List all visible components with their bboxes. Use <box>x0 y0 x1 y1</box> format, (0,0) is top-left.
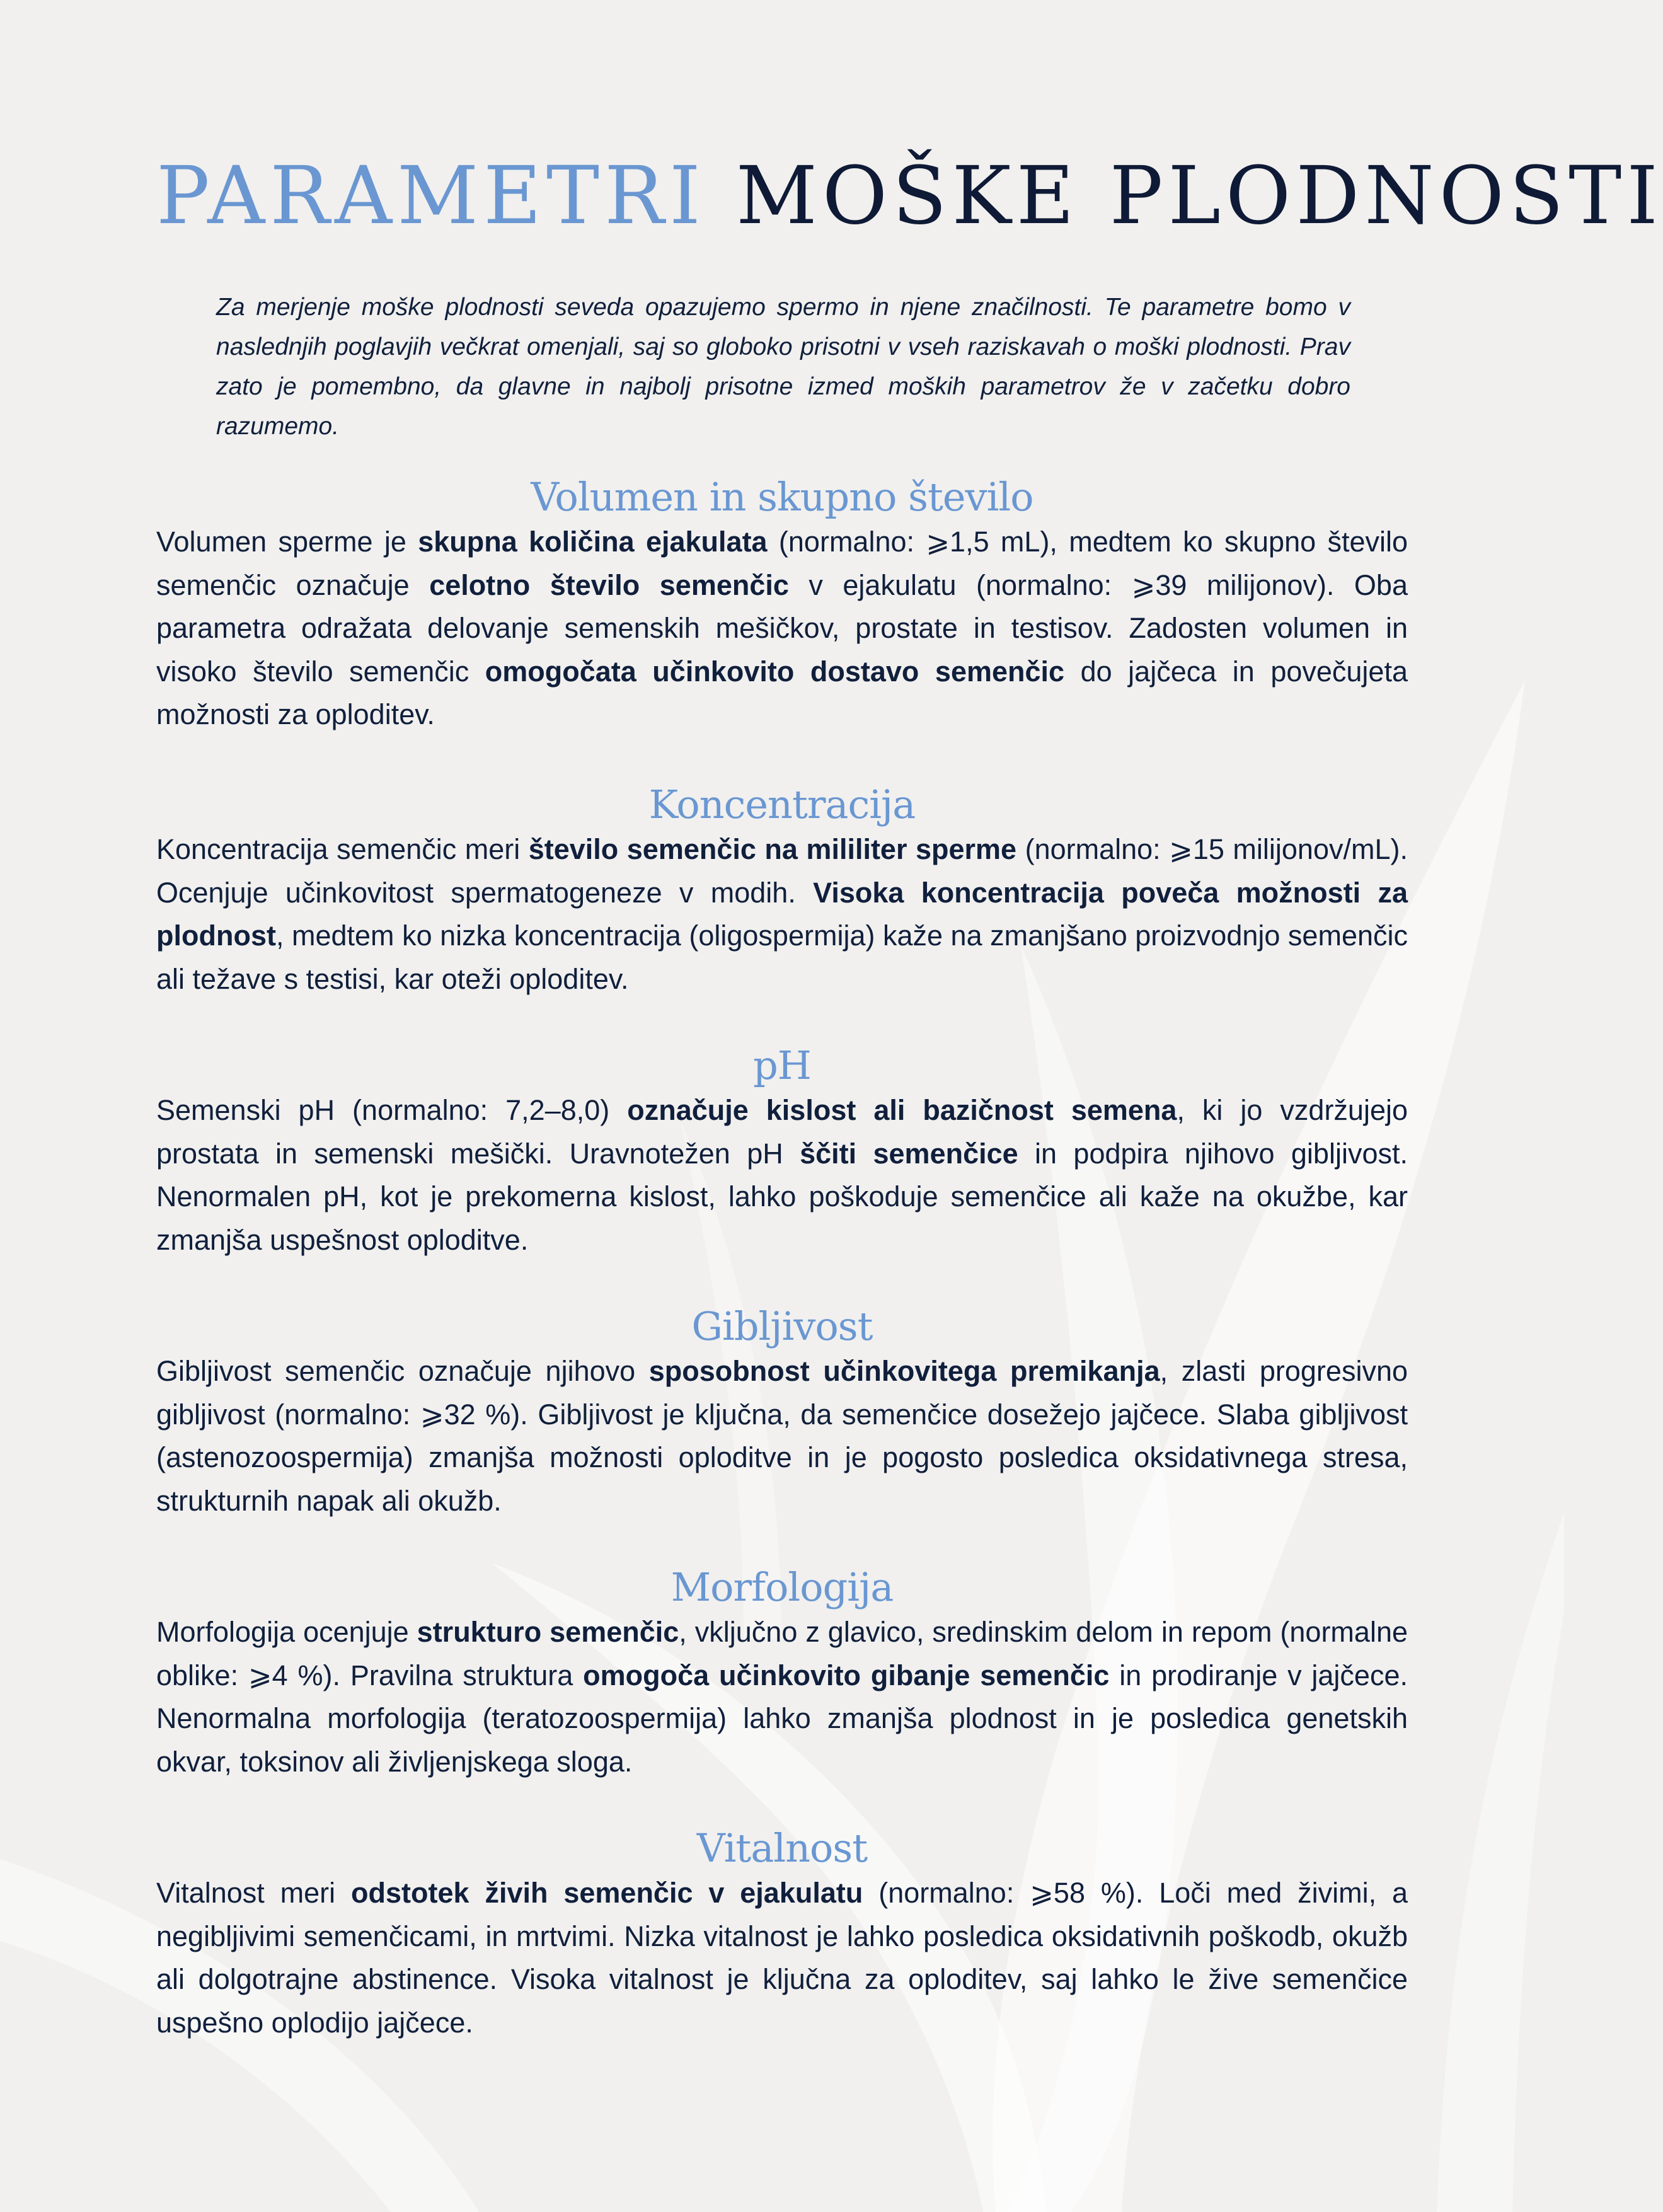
section-vitalnost <box>156 1825 1408 2044</box>
section-body <box>156 1089 1408 1262</box>
text-run: (normalno: ⩾15 milijonov/mL). Ocenjuje učinkovitost spermatogeneze v modih. <box>156 833 1408 909</box>
text-run: (normalno: ⩾1,5 mL), medtem ko skupno število semenčic označuje <box>156 526 1408 601</box>
text-run: , zlasti progresivno gibljivost (normalno: ⩾32 %). Gibljivost je ključna, da semenčice dosežejo jajčece. Slaba gibljivost (astenozoospermija) zmanjša možnosti oploditve in je pogosto posledica oksidativnega stresa, strukturnih napak ali okužb. <box>156 1355 1408 1517</box>
text-run: Vitalnost meri <box>156 1877 352 1909</box>
text-run: , vključno z glavico, sredinskim delom in repom (normalne oblike: ⩾4 %). Pravilna struktura <box>156 1616 1408 1691</box>
section-volumen <box>156 474 1408 737</box>
text-run: Koncentracija semenčic meri <box>156 833 529 865</box>
text-run: , medtem ko nizka koncentracija (oligospermija) kaže na zmanjšano proizvodnjo semenčic ali težave s testisi, kar oteži oploditev. <box>156 919 1408 995</box>
text-run: in podpira njihovo gibljivost. Nenormalen pH, kot je prekomerna kislost, lahko poškoduje semenčice ali kaže na okužbe, kar zmanjša uspešnost oploditve. <box>156 1137 1408 1256</box>
text-run: v ejakulatu (normalno: ⩾39 milijonov). Oba parametra odražata delovanje semenskih mešičkov, prostate in testisov. Zadosten volumen in visoko število semenčic <box>156 568 1408 688</box>
bold-phrase: odstotek živih semenčic v ejakulatu <box>351 1877 863 1909</box>
section-koncentracija <box>156 781 1408 1001</box>
text-run: Gibljivost semenčic označuje njihovo <box>156 1355 649 1387</box>
text-run: Morfologija ocenjuje <box>156 1616 417 1648</box>
bold-phrase: celotno število semenčic <box>429 568 789 601</box>
bold-phrase: označuje kislost ali bazičnost semena <box>627 1094 1177 1126</box>
text-run: (normalno: ⩾58 %). Loči med živimi, a negibljivimi semenčicami, in mrtvimi. Nizka vitalnost je lahko posledica oksidativnih poškodb, okužb ali dolgotrajne abstinence. Visoka vitalnost je ključna za oploditev, saj lahko le žive semenčice uspešno oplodijo jajčece. <box>156 1877 1408 2039</box>
page-title <box>156 149 1663 242</box>
text-run: Volumen sperme je <box>156 526 418 558</box>
section-heading: Morfologija <box>670 1564 894 1610</box>
bold-phrase: strukturo semenčic <box>417 1616 679 1648</box>
section-heading: Volumen in skupno število <box>531 474 1033 520</box>
bold-phrase: omogočata učinkovito dostavo semenčic <box>485 655 1065 688</box>
section-heading: Gibljivost <box>691 1303 873 1349</box>
text-run: in prodiranje v jajčece. Nenormalna morfologija (teratozoospermija) lahko zmanjša plodnost in je posledica genetskih okvar, toksinov ali življenjskega sloga. <box>156 1659 1408 1778</box>
section-gibljivost <box>156 1303 1408 1523</box>
section-heading: Vitalnost <box>696 1825 868 1871</box>
section-body <box>156 1350 1408 1523</box>
bold-phrase: skupna količina ejakulata <box>418 526 768 558</box>
section-body <box>156 828 1408 1001</box>
bold-phrase: število semenčic na mililiter sperme <box>528 833 1017 865</box>
title-accent: PARAMETRI <box>156 149 706 242</box>
section-body <box>156 1611 1408 1783</box>
bold-phrase: sposobnost učinkovitega premikanja <box>648 1355 1160 1387</box>
text-run: , ki jo vzdržujejo prostata in semenski mešički. Uravnotežen pH <box>156 1094 1408 1170</box>
title-rest: MOŠKE PLODNOSTI <box>735 149 1663 242</box>
bold-phrase: ščiti semenčice <box>800 1137 1018 1170</box>
section-morfologija <box>156 1564 1408 1783</box>
section-body <box>156 521 1408 737</box>
section-heading: Koncentracija <box>648 781 916 827</box>
text-run: Semenski pH (normalno: 7,2–8,0) <box>156 1094 628 1126</box>
section-ph <box>156 1042 1408 1262</box>
bold-phrase: Visoka koncentracija poveča možnosti za plodnost <box>156 876 1408 952</box>
bold-phrase: omogoča učinkovito gibanje semenčic <box>583 1659 1110 1691</box>
text-run: do jajčeca in povečujeta možnosti za oploditev. <box>156 655 1408 730</box>
section-heading: pH <box>753 1042 811 1088</box>
intro-paragraph: Za merjenje moške plodnosti seveda opazujemo spermo in njene značilnosti. Te parametre bomo v naslednjih poglavjih večkrat omenjali, saj so globoko prisotni v vseh raziskavah o moški plodnosti. Prav zato je pomembno, da glavne in najbolj prisotne izmed moških parametrov že v začetku dobro razumemo. <box>216 294 1350 440</box>
section-body <box>156 1872 1408 2044</box>
